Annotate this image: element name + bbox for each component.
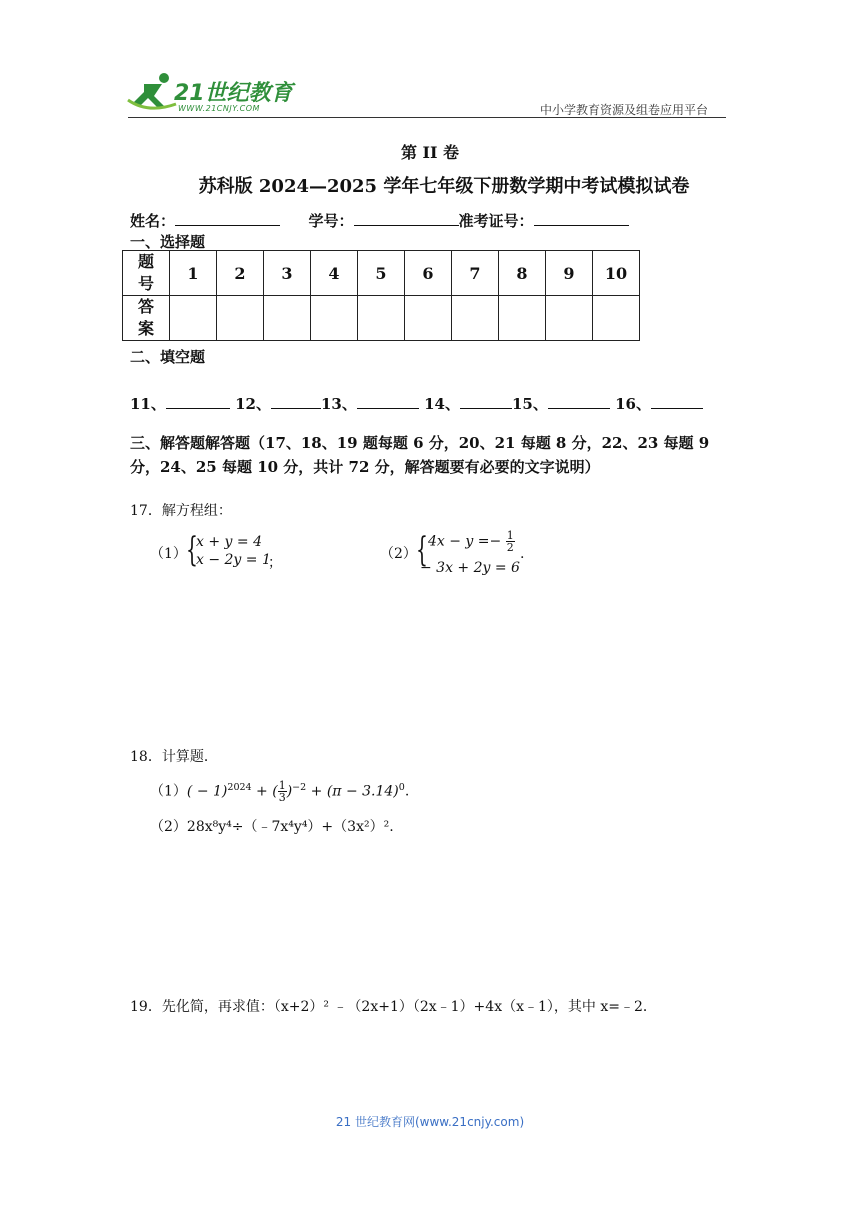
fill-blank[interactable] [460,394,512,409]
q18-part2-label: （2） [150,819,187,835]
section1-title: 一、选择题 [130,233,206,251]
q18-part1 [150,780,409,803]
q18-part1-end: . [404,783,410,800]
q17-part1-eq1: x + y = 4 [196,534,262,550]
fill-number: 16、 [615,395,651,413]
term-rest: + (π − 3.14) [306,783,399,800]
answer-cell[interactable] [170,296,217,341]
site-logo [124,70,294,116]
table-row-numbers [123,251,640,296]
q17-part1-end: ； [268,555,282,571]
answer-table [122,250,640,341]
question-number-cell: 10 [593,251,640,296]
fill-number: 12、 [235,395,271,413]
fill-blank[interactable] [548,394,610,409]
q17-part2-end: . [520,546,525,562]
fill-blank[interactable] [166,394,230,409]
fraction-numerator: 1 [506,529,514,542]
name-field[interactable] [175,211,280,226]
system-brace: { [416,530,428,570]
header-divider [128,117,726,118]
header-char: 题 [137,252,154,271]
exponent: 0 [398,781,405,793]
table-row-answers [123,296,640,341]
student-id-label: 学号： [308,212,354,230]
answer-cell[interactable] [217,296,264,341]
question-number-cell: 3 [264,251,311,296]
platform-text: 中小学教育资源及组卷应用平台 [540,103,709,117]
fill-blank[interactable] [271,394,321,409]
logo-sub-text: WWW.21CNJY.COM [178,104,260,113]
exam-number-label: 准考证号： [458,212,534,230]
answer-cell[interactable] [499,296,546,341]
fraction-denominator: 2 [506,541,514,554]
fill-blank[interactable] [357,394,419,409]
runner-logo-icon [124,70,180,114]
answer-cell[interactable] [264,296,311,341]
exponent: 2024 [227,781,252,793]
answer-cell[interactable] [546,296,593,341]
q19-text: 19．先化简，再求值：（x+2）² ﹣（2x+1）（2x﹣1）+4x（x﹣1），其中 x=﹣2． [130,999,657,1015]
header-char: 答 [137,297,154,316]
fraction [506,530,515,553]
q17-stem: 17．解方程组： [130,503,232,519]
student-info-row [130,210,629,231]
answer-cell[interactable] [593,296,640,341]
question-number-cell: 7 [452,251,499,296]
fraction-denominator: 3 [278,791,286,804]
answer-cell[interactable] [311,296,358,341]
q17-part2-eq1 [428,530,515,553]
volume-title: 第 II 卷 [400,143,460,162]
fill-in-row [130,393,703,414]
fraction-numerator: 1 [278,779,286,792]
plus-open: + ( [251,783,278,800]
q17-part2-eq2: − 3x + 2y = 6 [420,560,520,576]
q18-part2-expression: 28x⁸y⁴÷（﹣7x⁴y⁴）+（3x²）². [186,819,394,835]
question-number-header [123,251,170,296]
student-id-field[interactable] [354,211,459,226]
fill-blank[interactable] [651,394,703,409]
q17-part2-label: （2） [380,546,417,562]
exam-number-field[interactable] [534,211,629,226]
fraction [278,780,287,803]
question-number-cell: 4 [311,251,358,296]
header-char: 案 [137,319,154,338]
footer-text: 21 世纪教育网(www.21cnjy.com) [335,1115,525,1129]
header-char: 号 [137,274,154,293]
close-paren: ) [286,783,293,800]
q18-part2 [150,816,394,836]
question-number-cell: 5 [358,251,405,296]
q18-stem: 18．计算题． [130,749,218,765]
name-label: 姓名： [130,212,176,230]
logo-main-text: 21世纪教育 [174,81,293,106]
section3-title-line1: 三、解答题解答题（17、18、19 题每题 6 分，20、21 每题 8 分，22、23 每题 9 [130,434,710,452]
system-brace: { [186,530,198,570]
question-number-cell: 8 [499,251,546,296]
fill-number: 13、 [320,395,357,413]
answer-cell[interactable] [405,296,452,341]
answer-cell[interactable] [452,296,499,341]
q17-part1-label: （1） [150,546,187,562]
answer-cell[interactable] [358,296,405,341]
question-number-cell: 6 [405,251,452,296]
exponent: −2 [292,781,307,793]
question-number-cell: 1 [170,251,217,296]
question-number-cell: 2 [217,251,264,296]
fill-number: 14、 [424,395,460,413]
term-base: ( − 1) [186,783,228,800]
fill-number: 15、 [511,395,548,413]
page-title: 苏科版 2024—2025 学年七年级下册数学期中考试模拟试卷 [198,176,690,197]
question-number-cell: 9 [546,251,593,296]
fill-number: 11、 [130,395,166,413]
q18-part1-label: （1） [150,783,187,800]
answer-header [123,296,170,341]
section3-title-line2: 分，24、25 每题 10 分，共计 72 分，解答题要有必要的文字说明） [130,458,600,476]
section2-title: 二、填空题 [130,348,206,366]
q17-part1-eq2: x − 2y = 1 [196,552,271,568]
q17-part2-eq1-left: 4x − y =− [428,533,502,550]
